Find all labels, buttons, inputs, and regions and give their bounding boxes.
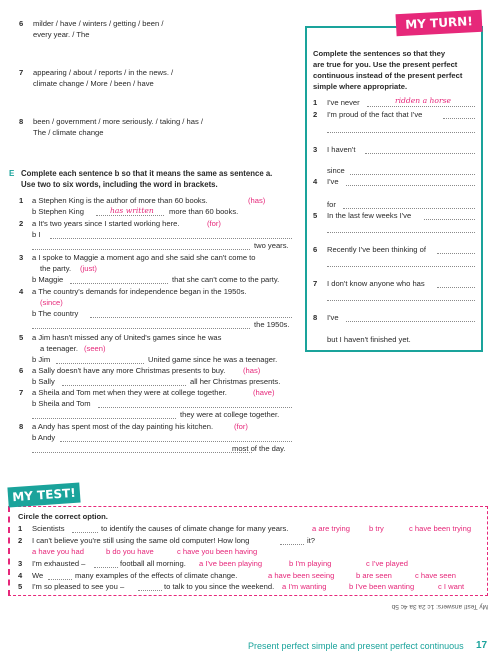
sentence-b: b Jim	[32, 355, 51, 364]
sentence-b: b Sally	[32, 377, 55, 386]
answer-line[interactable]	[32, 328, 250, 329]
option-a[interactable]: a have been seeing	[268, 571, 335, 580]
answer-line[interactable]	[90, 317, 292, 318]
gap-line	[72, 532, 98, 533]
gap-line	[94, 567, 118, 568]
option-a[interactable]: a I've been playing	[199, 559, 263, 568]
prompt-text: for	[327, 200, 336, 209]
sentence-a: a The country's demands for independence began in the 1950s.	[32, 287, 247, 296]
item-number: 6	[19, 366, 24, 375]
keyword: (since)	[40, 298, 63, 307]
option-c[interactable]: c I've played	[366, 559, 408, 568]
keyword: (seen)	[84, 344, 106, 353]
answer-line[interactable]	[327, 266, 475, 267]
option-a[interactable]: a I'm wanting	[282, 582, 327, 591]
answer-line[interactable]	[346, 185, 475, 186]
prompt-text: I've	[327, 313, 339, 322]
item-number: 1	[19, 196, 24, 205]
prompt-text: I'm proud of the fact that I've	[327, 110, 423, 119]
item-number: 3	[19, 253, 24, 262]
option-b[interactable]: b are seen	[356, 571, 392, 580]
item-number: 5	[18, 582, 23, 591]
prompt-text: I've	[327, 177, 339, 186]
question-text: it?	[307, 536, 316, 545]
item-number: 5	[313, 211, 318, 220]
my-turn-tag: MY TURN!	[395, 10, 482, 36]
item-number: 6	[313, 245, 318, 254]
answer-line[interactable]	[437, 253, 475, 254]
prompt-text: In the last few weeks I've	[327, 211, 412, 220]
prompt-text: I've never	[327, 98, 360, 107]
item-number: 8	[19, 117, 24, 126]
prompt-text: I haven't	[327, 145, 356, 154]
option-a[interactable]: a are trying	[312, 524, 350, 533]
answer-line[interactable]	[50, 238, 292, 239]
sentence-b-end: they were at college together.	[180, 410, 280, 419]
item-number: 5	[19, 333, 24, 342]
gap-line	[48, 579, 72, 580]
question-text: football all morning.	[120, 559, 186, 568]
sentence-b: b Sheila and Tom	[32, 399, 91, 408]
prompt-text: Recently I've been thinking of	[327, 245, 426, 254]
answer-line[interactable]	[327, 132, 475, 133]
sentence-a: a Jim hasn't missed any of United's games since he was	[32, 333, 222, 342]
scrambled-words: milder / have / winters / getting / been /	[33, 19, 164, 28]
my-test-tag: MY TEST!	[7, 483, 80, 508]
answer-line[interactable]	[343, 208, 475, 209]
sentence-a: a Sally doesn't have any more Christmas presents to buy.	[32, 366, 226, 375]
answer-line[interactable]	[32, 249, 250, 250]
question-text: I can't believe you're still using the same old computer! How long	[32, 536, 250, 545]
option-b[interactable]: b try	[369, 524, 384, 533]
item-number: 2	[313, 110, 318, 119]
sentence-a: the party.	[40, 264, 72, 273]
answer-line[interactable]	[327, 300, 475, 301]
question-text: to talk to you since the weekend.	[164, 582, 275, 591]
option-b[interactable]: b I've been wanting	[349, 582, 415, 591]
gap-line	[280, 544, 304, 545]
option-c[interactable]: c have seen	[415, 571, 456, 580]
question-text: to identify the causes of climate change for many years.	[101, 524, 289, 533]
sentence-a: a Stephen King is the author of more than 60 books.	[32, 196, 208, 205]
option-c[interactable]: c have you been having	[177, 547, 258, 556]
prompt-text: I don't know anyone who has	[327, 279, 425, 288]
option-b[interactable]: b do you have	[106, 547, 154, 556]
sentence-b-end: all her Christmas presents.	[190, 377, 281, 386]
answer-line[interactable]	[365, 153, 475, 154]
gap-line	[138, 590, 162, 591]
sentence-b-end: the 1950s.	[254, 320, 290, 329]
sentence-a: a teenager.	[40, 344, 79, 353]
item-number: 3	[313, 145, 318, 154]
answer-line[interactable]	[62, 385, 186, 386]
answer-line[interactable]	[367, 106, 475, 107]
item-number: 7	[313, 279, 318, 288]
sentence-b: b The country	[32, 309, 79, 318]
item-number: 1	[313, 98, 318, 107]
prompt-text: since	[327, 166, 345, 175]
sentence-b: b I	[32, 230, 41, 239]
question-text: We	[32, 571, 44, 580]
item-number: 2	[18, 536, 23, 545]
sentence-b-end: more than 60 books.	[169, 207, 239, 216]
answer-line[interactable]	[346, 321, 475, 322]
answer-line[interactable]	[437, 287, 475, 288]
answer-line[interactable]	[32, 418, 176, 419]
prompt-text: but I haven't finished yet.	[327, 335, 411, 344]
question-text: I'm exhausted –	[32, 559, 86, 568]
answer-line[interactable]	[350, 174, 475, 175]
keyword: (for)	[234, 422, 248, 431]
scrambled-words: every year. / The	[33, 30, 90, 39]
item-number: 7	[19, 68, 24, 77]
item-number: 1	[18, 524, 23, 533]
answer-line[interactable]	[56, 363, 144, 364]
handwritten-answer: has written	[110, 206, 154, 215]
item-number: 4	[19, 287, 24, 296]
answer-line[interactable]	[60, 441, 292, 442]
keyword: (has)	[248, 196, 266, 205]
my-turn-instruction: continuous instead of the present perfect	[313, 71, 463, 80]
option-c[interactable]: c have been trying	[409, 524, 472, 533]
scrambled-words: The / climate change	[33, 128, 104, 137]
keyword: (just)	[80, 264, 97, 273]
answer-line[interactable]	[327, 232, 475, 233]
exercise-letter: E	[9, 169, 15, 178]
sentence-a: a It's two years since I started working here.	[32, 219, 180, 228]
sentence-a: a Andy has spent most of the day painting his kitchen.	[32, 422, 214, 431]
item-number: 8	[313, 313, 318, 322]
my-turn-instruction: Complete the sentences so that they	[313, 49, 446, 58]
item-number: 3	[18, 559, 23, 568]
question-text: Scientists	[32, 524, 65, 533]
option-c[interactable]: c I want	[438, 582, 465, 591]
my-turn-instruction: simple where appropriate.	[313, 82, 408, 91]
item-number: 4	[18, 571, 23, 580]
sentence-b-end: most of the day.	[232, 444, 286, 453]
sentence-a: a Sheila and Tom met when they were at college together.	[32, 388, 227, 397]
answer-line[interactable]	[32, 452, 252, 453]
sentence-b-end: that she can't come to the party.	[172, 275, 280, 284]
my-turn-instruction: are true for you. Use the present perfect	[313, 60, 458, 69]
sentence-a: a I spoke to Maggie a moment ago and she said she can't come to	[32, 253, 256, 262]
exercise-instruction: Use two to six words, including the word in brackets.	[21, 180, 218, 189]
option-b[interactable]: b I'm playing	[289, 559, 332, 568]
handwritten-answer: ridden a horse	[395, 96, 452, 105]
answer-line[interactable]	[98, 407, 292, 408]
sentence-b: b Stephen King	[32, 207, 84, 216]
scrambled-words: appearing / about / reports / in the news. /	[33, 68, 174, 77]
item-number: 7	[19, 388, 24, 397]
answer-line[interactable]	[70, 283, 168, 284]
sentence-b-end: United game since he was a teenager.	[148, 355, 278, 364]
option-a[interactable]: a have you had	[32, 547, 84, 556]
sentence-b: b Maggie	[32, 275, 64, 284]
footer-title: Present perfect simple and present perfect continuous	[248, 641, 464, 651]
question-text: I'm so pleased to see you –	[32, 582, 125, 591]
scrambled-words: been / government / more seriously. / taking / has /	[33, 117, 203, 126]
exercise-instruction: Complete each sentence b so that it means the same as sentence a.	[21, 169, 273, 178]
keyword: (has)	[243, 366, 261, 375]
my-test-instruction: Circle the correct option.	[18, 512, 108, 521]
sentence-b-end: two years.	[254, 241, 289, 250]
scrambled-words: climate change / More / been / have	[33, 79, 154, 88]
keyword: (for)	[207, 219, 221, 228]
item-number: 2	[19, 219, 24, 228]
upside-down-answers: My Test! answers: 1c 2a 3a 4c 5b	[391, 603, 488, 610]
question-text: many examples of the effects of climate change.	[75, 571, 238, 580]
sentence-b: b Andy	[32, 433, 56, 442]
item-number: 4	[313, 177, 318, 186]
answer-line[interactable]	[443, 118, 475, 119]
page-number: 17	[476, 640, 488, 651]
answer-line[interactable]	[424, 219, 475, 220]
item-number: 6	[19, 19, 24, 28]
keyword: (have)	[253, 388, 275, 397]
item-number: 8	[19, 422, 24, 431]
